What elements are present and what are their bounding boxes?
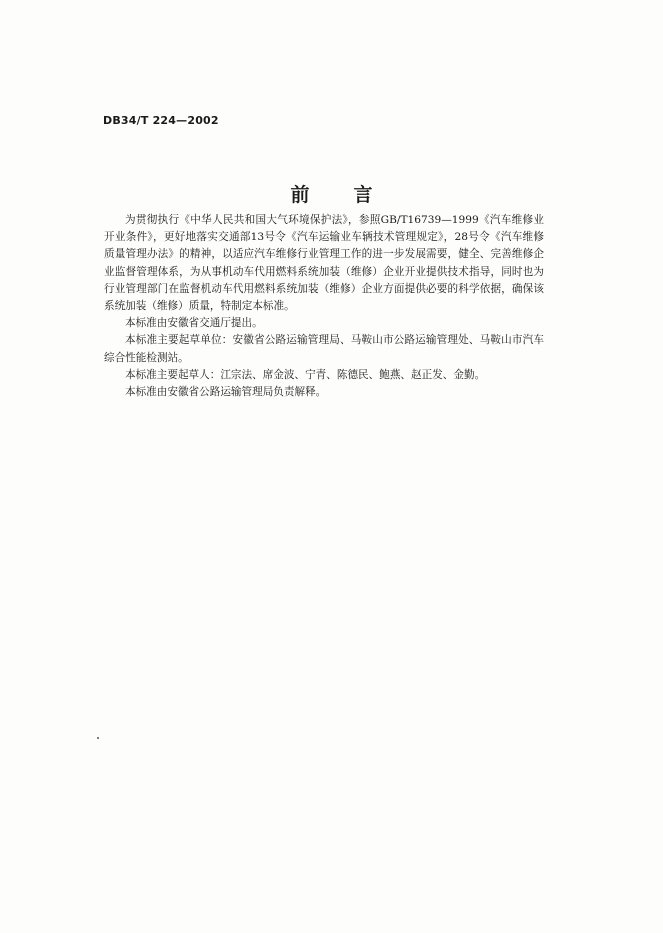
paragraph-drafting-units: 本标准主要起草单位：安徽省公路运输管理局、马鞍山市公路运输管理处、马鞍山市汽车综合性能检测站。 xyxy=(104,334,544,364)
page-title xyxy=(0,180,663,207)
foreword-body xyxy=(104,212,544,401)
scan-speck xyxy=(97,737,99,739)
paragraph-purpose: 为贯彻执行《中华人民共和国大气环境保护法》，参照GB/T16739—1999《汽车维修业开业条件》，更好地落实交通部13号令《汽车运输业车辆技术管理规定》，28号令《汽车维修质量管理办法》的精神，以适应汽车维修行业管理工作的进一步发展需要，健全、完善维修企业监督管理体系，为从事机动车代用燃料系统加装（维修）企业开业提供技术指导，同时也为行业管理部门在监督机动车代用燃料系统加装（维修）企业方面提供必要的科学依据，确保该系统加装（维修）质量，特制定本标准。 xyxy=(104,214,544,313)
paragraph-proposer: 本标准由安徽省交通厅提出。 xyxy=(125,317,263,330)
title-char-1: 前 xyxy=(290,184,310,206)
document-code: DB34/T 224—2002 xyxy=(103,114,219,127)
paragraph-drafters: 本标准主要起草人：江宗法、席金波、宁青、陈德民、鲍燕、赵正发、金勤。 xyxy=(125,368,486,381)
paragraph-interpretation: 本标准由安徽省公路运输管理局负责解释。 xyxy=(125,386,327,399)
title-char-2: 言 xyxy=(353,184,373,206)
